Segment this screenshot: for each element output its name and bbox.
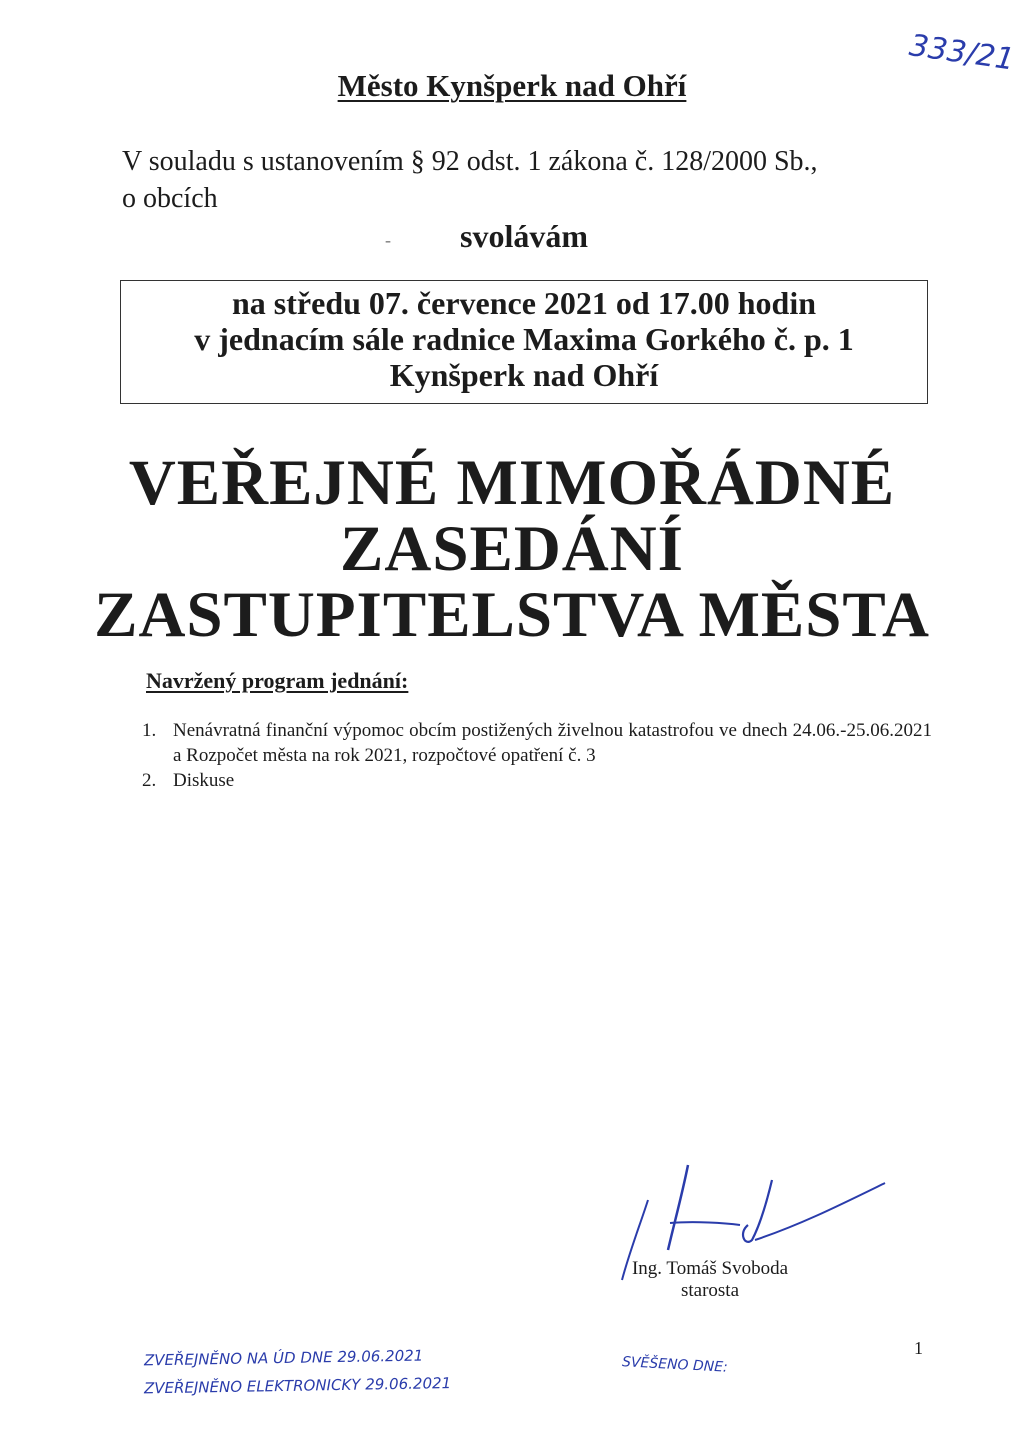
- signer-block: [610, 1258, 810, 1302]
- agenda-item-text: Diskuse: [173, 770, 235, 791]
- reference-number-text: 333/21: [907, 28, 1017, 78]
- agenda-list: [142, 718, 932, 793]
- handwritten-removed-note: [620, 1350, 770, 1380]
- convene-word: svolávám: [460, 218, 588, 254]
- city-title: Město Kynšperk nad Ohří: [337, 68, 687, 103]
- intro-line-2: o obcích: [122, 183, 218, 214]
- signer-name: Ing. Tomáš Svoboda: [631, 1258, 789, 1279]
- meeting-place-line: v jednacím sále radnice Maxima Gorkého č. p. 1: [194, 321, 854, 357]
- program-heading: Navržený program jednání:: [146, 668, 409, 693]
- electronic-note-text: ZVEŘEJNĚNO ELEKTRONICKY 29.06.2021: [143, 1374, 452, 1398]
- agenda-item-number: 2.: [142, 770, 157, 791]
- published-note-text: ZVEŘEJNĚNO NA ÚD DNE 29.06.2021: [143, 1346, 424, 1370]
- meeting-date-line: na středu 07. července 2021 od 17.00 hodin: [232, 285, 816, 321]
- main-title-line-2: ZASEDÁNÍ: [340, 513, 684, 585]
- removed-note-text: SVĚŠENO DNE:: [621, 1354, 729, 1376]
- main-title: [0, 447, 1024, 651]
- intro-paragraph: [122, 143, 922, 217]
- meeting-city-line: Kynšperk nad Ohří: [389, 357, 659, 393]
- agenda-item-number: 1.: [142, 720, 157, 741]
- page-number: 1: [914, 1338, 923, 1358]
- meeting-details-box: [120, 280, 928, 404]
- agenda-item: [142, 768, 932, 793]
- pen-mark: -: [385, 230, 391, 250]
- main-title-line-1: VEŘEJNÉ MIMOŘÁDNÉ: [128, 447, 896, 519]
- handwritten-publication-note: [140, 1338, 540, 1398]
- signer-role: starosta: [680, 1280, 740, 1301]
- agenda-item-text: Nenávratná finanční výpomoc obcím postižených živelnou katastrofou ve dnech 24.06.-25.06.2021 a Rozpočet města na rok 2021, rozpočtové opatření č. 3: [173, 720, 932, 766]
- agenda-item: [142, 718, 932, 768]
- intro-line-1: V souladu s ustanovením § 92 odst. 1 zákona č. 128/2000 Sb.,: [122, 146, 818, 177]
- main-title-line-3: ZASTUPITELSTVA MĚSTA: [94, 579, 930, 651]
